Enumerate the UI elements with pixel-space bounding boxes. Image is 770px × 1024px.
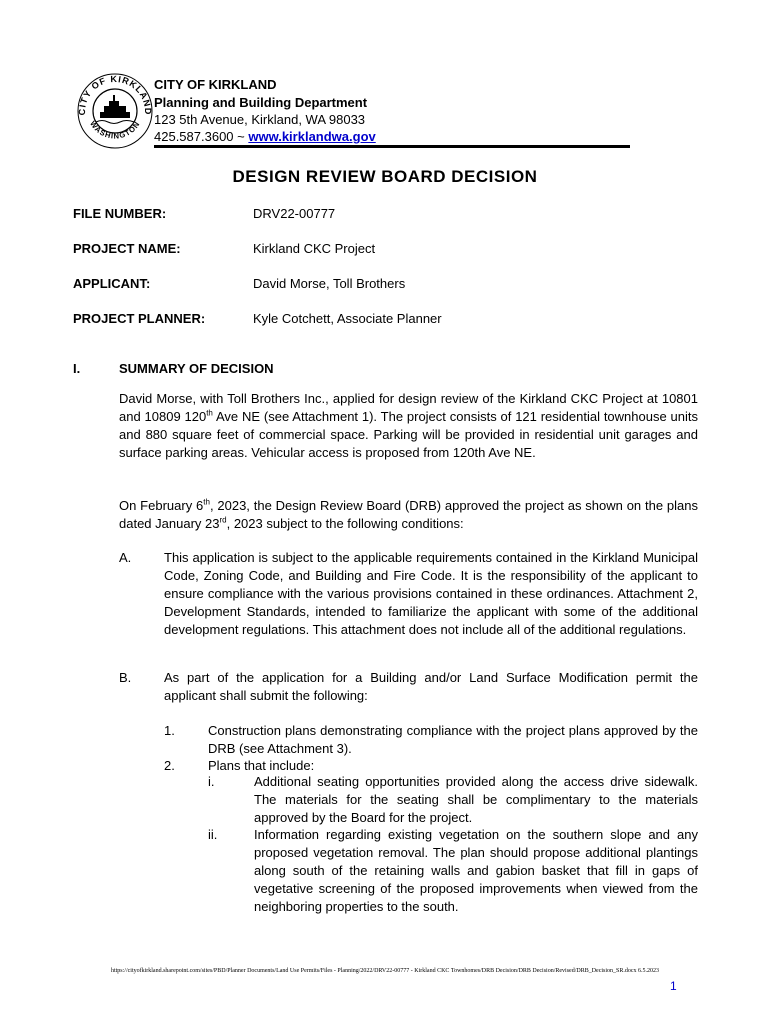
condition-b-marker: B.	[119, 670, 132, 685]
department-name: Planning and Building Department	[154, 95, 368, 110]
condition-a-text: This application is subject to the applicable requirements contained in the Kirkland Municipal Code, Zoning Code, and Building and Fire Code. It is the responsibility of the applicant to ensure compliance with the various provisions contained in these ordinances. Attachment 2, Development Standards, intended to familiarize the applicant with some of the additional development regulations. This attachment does not include all of the additional regulations.	[164, 550, 698, 637]
website-link[interactable]: www.kirklandwa.gov	[248, 129, 376, 144]
project-planner-value: Kyle Cotchett, Associate Planner	[253, 311, 442, 326]
project-name-label: PROJECT NAME:	[73, 241, 181, 256]
file-number-label: FILE NUMBER:	[73, 206, 167, 221]
project-name-value: Kirkland CKC Project	[253, 241, 376, 256]
file-number-value: DRV22-00777	[253, 206, 336, 221]
summary-paragraph: David Morse, with Toll Brothers Inc., applied for design review of the Kirkland CKC Project at 10801 and 10809 120th Ave NE (see Attachment 1). The project consists of 121 residential townhouse units and 880 square feet of commercial space. Parking will be provided in residential unit garages and surface parking areas. Vehicular access is proposed from 120th Ave NE.	[119, 391, 698, 460]
phone: 425.587.3600 ~	[154, 129, 245, 144]
applicant-value: David Morse, Toll Brothers	[253, 276, 406, 291]
document-title: DESIGN REVIEW BOARD DECISION	[232, 167, 538, 186]
contact-line	[154, 128, 376, 146]
section-title: SUMMARY OF DECISION	[119, 361, 274, 376]
city-seal-logo	[76, 72, 154, 150]
condition-b-text: As part of the application for a Building and/or Land Surface Modification permit the applicant shall submit the following:	[164, 670, 698, 703]
footer-file-path: https://cityofkirkland.sharepoint.com/sites/PBD/Planner Documents/Land Use Permits/Files - Planning/2022/DRV22-00777 - Kirkland CKC Townhomes/DRB Decision/DRB Decision/Revised/DRB_Decision_SR.docx 6.5.2023	[110, 968, 660, 974]
sub-item-i-text: Additional seating opportunities provided along the access drive sidewalk. The materials for the seating shall be complimentary to the materials approved by the Board for the project.	[254, 774, 698, 825]
sub-item-ii-text: Information regarding existing vegetation on the southern slope and any proposed vegetation removal. The plan should propose additional plantings along south of the retaining walls and gabion basket that fill in gaps of vegetative screening of the proposed improvements when viewed from the neighboring properties to the south.	[254, 827, 698, 914]
address: 123 5th Avenue, Kirkland, WA 98033	[154, 112, 366, 127]
applicant-label: APPLICANT:	[73, 276, 151, 291]
item-1-marker: 1.	[164, 723, 175, 738]
sub-item-i-marker: i.	[208, 774, 215, 789]
page-number: 1	[670, 979, 677, 993]
org-name: CITY OF KIRKLAND	[154, 77, 277, 92]
project-planner-label: PROJECT PLANNER:	[73, 311, 206, 326]
approval-paragraph: On February 6th, 2023, the Design Review Board (DRB) approved the project as shown on the plans dated January 23rd, 2023 subject to the following conditions:	[119, 497, 698, 531]
condition-a-marker: A.	[119, 550, 132, 565]
item-2-text: Plans that include:	[208, 758, 315, 773]
section-number: I.	[73, 361, 81, 376]
svg-text:WASHINGTON: WASHINGTON	[88, 119, 142, 141]
header-rule	[154, 145, 630, 148]
svg-text:CITY OF KIRKLAND: CITY OF KIRKLAND	[76, 73, 154, 116]
item-1-text: Construction plans demonstrating compliance with the project plans approved by the DRB (see Attachment 3).	[208, 723, 698, 756]
sub-item-ii-marker: ii.	[208, 827, 218, 842]
item-2-marker: 2.	[164, 758, 175, 773]
